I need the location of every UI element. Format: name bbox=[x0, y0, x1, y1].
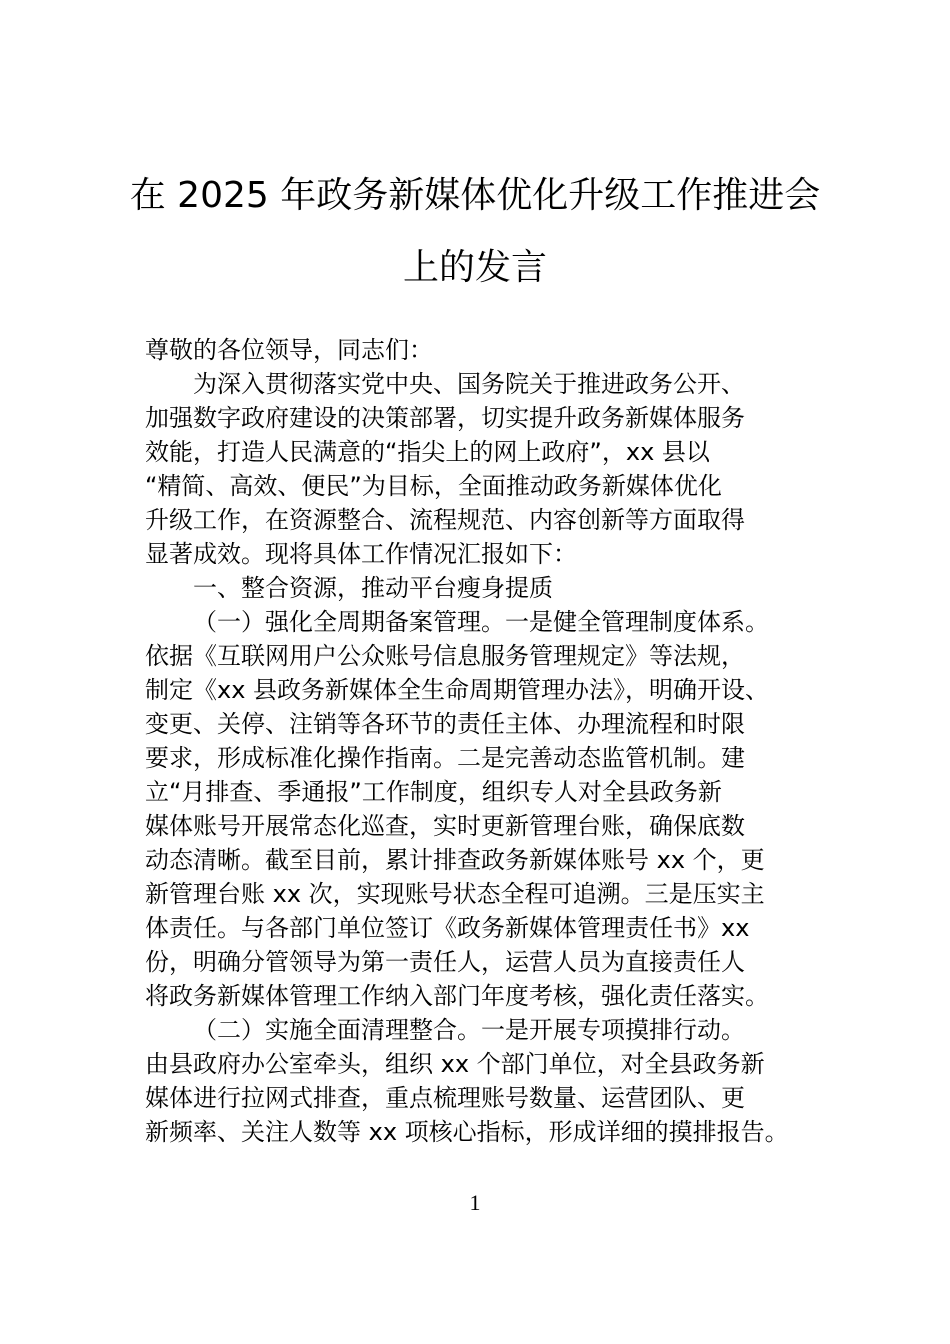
body-text-line: 效能，打造人民满意的“指尖上的网上政府”，xx 县以 bbox=[145, 438, 710, 466]
body-text-line: 体责任。与各部门单位签订《政务新媒体管理责任书》xx bbox=[145, 914, 750, 942]
body-text-line: 新管理台账 xx 次，实现账号状态全程可追溯。三是压实主 bbox=[145, 880, 765, 908]
body-text-line: 变更、关停、注销等各环节的责任主体、办理流程和时限 bbox=[145, 710, 745, 738]
body-text-line: 加强数字政府建设的决策部署，切实提升政务新媒体服务 bbox=[145, 404, 745, 432]
body-text-line: 媒体账号开展常态化巡查，实时更新管理台账，确保底数 bbox=[145, 812, 745, 840]
body-text-line: 升级工作，在资源整合、流程规范、内容创新等方面取得 bbox=[145, 506, 745, 534]
body-text-line: 依据《互联网用户公众账号信息服务管理规定》等法规， bbox=[145, 642, 745, 670]
body-text-line: 由县政府办公室牵头，组织 xx 个部门单位，对全县政务新 bbox=[145, 1050, 765, 1078]
body-text-line: 显著成效。现将具体工作情况汇报如下： bbox=[145, 540, 577, 568]
document-title-line-2: 上的发言 bbox=[402, 247, 547, 288]
page-number: 1 bbox=[469, 1190, 481, 1215]
body-text-line: 将政务新媒体管理工作纳入部门年度考核，强化责任落实。 bbox=[145, 982, 769, 1010]
document-body bbox=[145, 333, 817, 1149]
body-text-line: （二）实施全面清理整合。一是开展专项摸排行动。 bbox=[193, 1016, 745, 1044]
body-text-line: 份，明确分管领导为第一责任人，运营人员为直接责任人 bbox=[145, 948, 745, 976]
body-text-line: 制定《xx 县政务新媒体全生命周期管理办法》，明确开设、 bbox=[145, 676, 770, 704]
body-text-line: 新频率、关注人数等 xx 项核心指标，形成详细的摸排报告。 bbox=[145, 1118, 789, 1146]
body-text-line: “精简、高效、便民”为目标，全面推动政务新媒体优化 bbox=[145, 472, 722, 500]
document-title-line-1: 在 2025 年政务新媒体优化升级工作推进会 bbox=[129, 175, 821, 216]
salutation-line: 尊敬的各位领导，同志们： bbox=[145, 336, 433, 364]
body-text-line: 动态清晰。截至目前，累计排查政务新媒体账号 xx 个，更 bbox=[145, 846, 765, 874]
body-text-line: （一）强化全周期备案管理。一是健全管理制度体系。 bbox=[193, 608, 769, 636]
body-text-line: 要求，形成标准化操作指南。二是完善动态监管机制。建 bbox=[145, 744, 745, 772]
body-text-line: 媒体进行拉网式排查，重点梳理账号数量、运营团队、更 bbox=[145, 1084, 745, 1112]
body-text-line: 立“月排查、季通报”工作制度，组织专人对全县政务新 bbox=[145, 778, 722, 806]
body-text-line: 为深入贯彻落实党中央、国务院关于推进政务公开、 bbox=[193, 370, 745, 398]
body-text-line: 一、整合资源，推动平台瘦身提质 bbox=[193, 574, 553, 602]
